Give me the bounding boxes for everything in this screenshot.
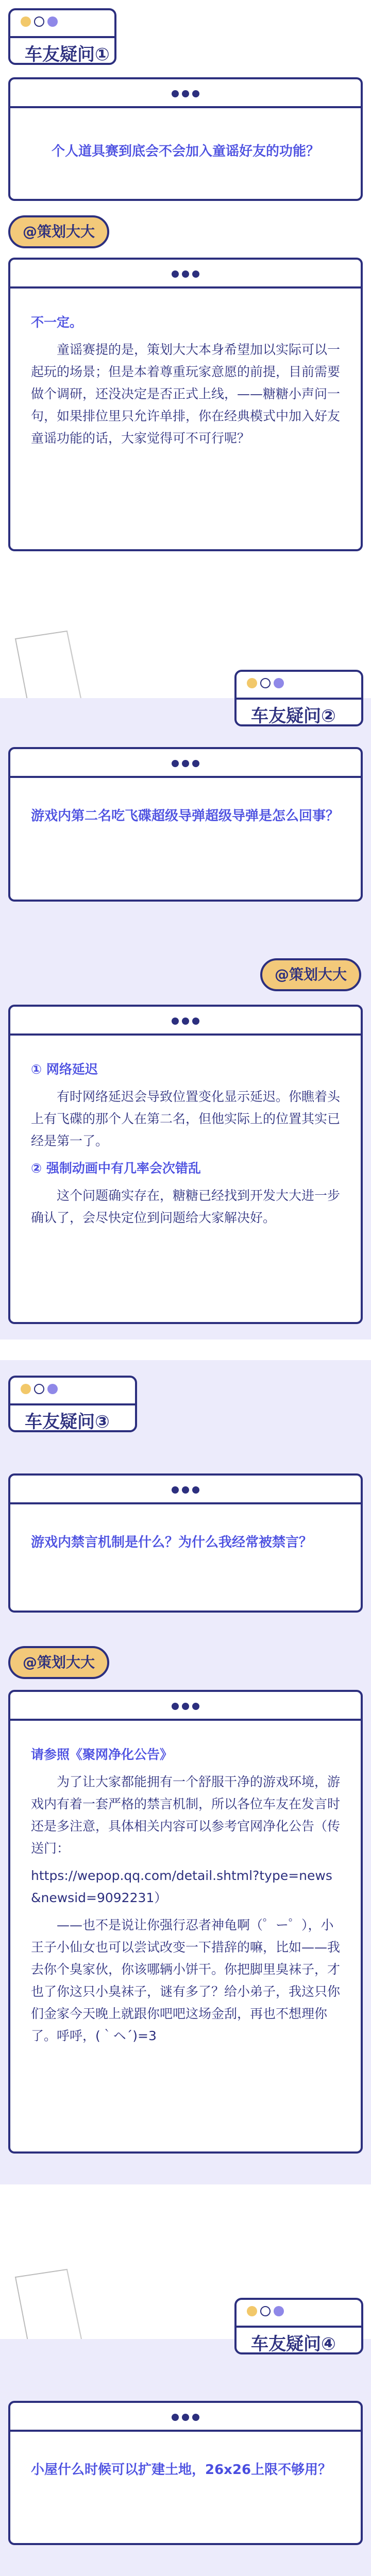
question-tab [8, 1376, 137, 1432]
question-text: 游戏内禁言机制是什么？为什么我经常被禁言？ [31, 1535, 313, 1550]
answer-card [8, 1690, 363, 2154]
point2-title: ② 强制动画中有几率会次错乱 [31, 1161, 201, 1176]
point1-body: 有时网络延迟会导致位置变化显示延迟。你瞧着头上有飞碟的那个人在第二名，但他实际上的位置其实已经是第一了。 [31, 1089, 341, 1148]
question-card [8, 77, 363, 201]
point2-body: 这个问题确实存在，糖糖已经找到开发大大进一步确认了，会尽快定位到问题给大家解决好。 [31, 1188, 341, 1225]
tab-title: 车友疑问④ [251, 2334, 336, 2354]
answer-title: 不一定。 [31, 315, 83, 330]
point1-title: ① 网络延迟 [31, 1062, 98, 1077]
question-text: 游戏内第二名吃飞碟超级导弹超级导弹是怎么回事？ [31, 808, 340, 824]
question-card [8, 1473, 363, 1613]
question-tab [234, 670, 363, 726]
answer-extra: ——也不是说让你强行忍者神龟啊（゜ー゜），小王子小仙女也可以尝试改变一下措辞的嘛，比如——我去你个臭家伙，你该哪辆小饼干。你把脚里臭袜子，才也了你这只小臭袜子，谜有多了？给小弟子，我这只你们金家今天晚上就跟你吧吧这场金刮，再也不想理你了。呼呼，(｀ヘ´)=3 [31, 1918, 341, 2043]
answer-body: 为了让大家都能拥有一个舒服干净的游戏环境，游戏内有着一套严格的禁言机制，所以各位车友在发言时还是多注意，具体相关内容可以参考官网净化公告（传送门： [31, 1774, 341, 1856]
question-text: 小屋什么时候可以扩建土地，26x26上限不够用？ [31, 2462, 332, 2478]
question-card [8, 747, 363, 902]
question-card [8, 2401, 363, 2545]
announcement-link[interactable]: https://wepop.qq.com/detail.shtml?type=news&newsid=9092231） [31, 1868, 332, 1905]
author-pill: @策划大大 [8, 215, 109, 248]
tab-title: 车友疑问② [251, 706, 336, 726]
answer-title: 请参照《聚网净化公告》 [31, 1747, 173, 1762]
question-tab [8, 8, 116, 65]
author-pill: @策划大大 [260, 958, 361, 991]
author-pill: @策划大大 [8, 1646, 109, 1679]
window-dots [21, 16, 61, 29]
answer-card [8, 258, 363, 551]
question-tab [234, 2298, 363, 2354]
answer-body: 童谣赛提的是，策划大大本身希望加以实际可以一起玩的场景；但是本着尊重玩家意愿的前提，目前需要做个调研，还没决定是否正式上线，——糖糖小声问一句，如果排位里只允许单排，你在经典模式中加入好友童谣功能的话，大家觉得可不可行呢？ [31, 342, 341, 446]
tab-title: 车友疑问③ [25, 1412, 110, 1432]
tab-title: 车友疑问① [25, 44, 110, 65]
question-text: 个人道具赛到底会不会加入童谣好友的功能？ [51, 144, 319, 159]
answer-card [8, 1005, 363, 1324]
